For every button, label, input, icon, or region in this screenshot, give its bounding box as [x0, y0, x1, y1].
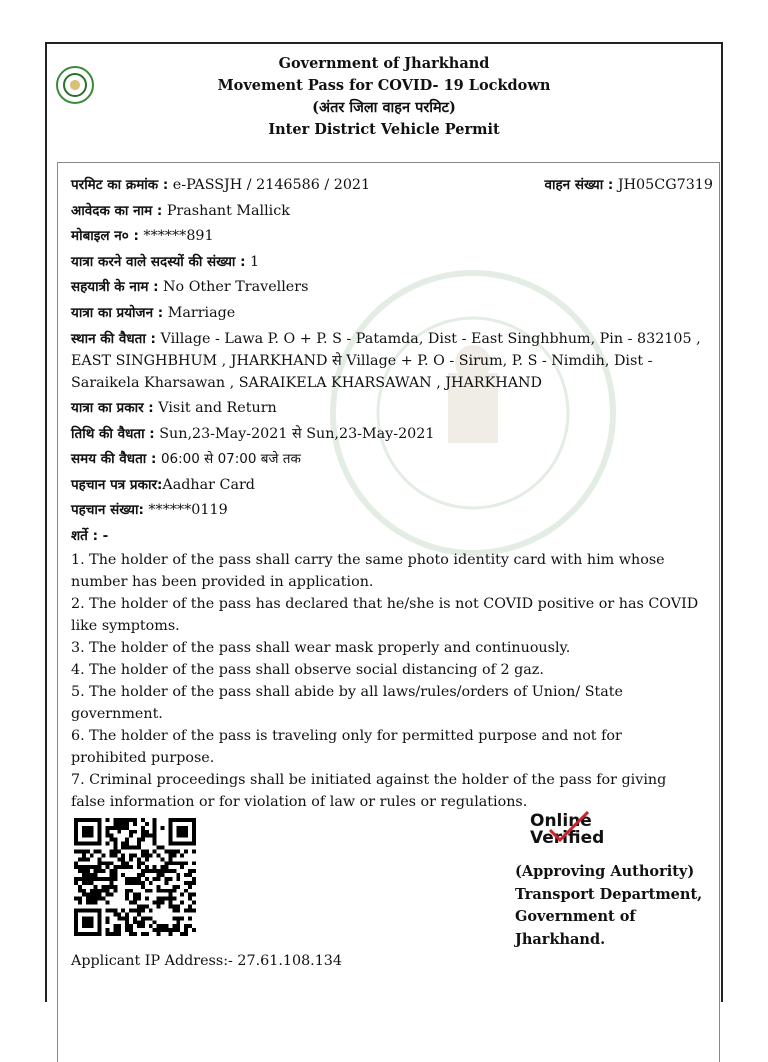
members-label: यात्रा करने वाले सदस्यों की संख्या :	[71, 253, 246, 270]
term-item: 3. The holder of the pass shall wear mask properly and continuously.	[71, 640, 571, 656]
id-type-row	[71, 473, 701, 499]
term-item: 2. The holder of the pass has declared that he/she is not COVID positive or has COVID like symptoms.	[71, 596, 699, 634]
purpose-value: Marriage	[167, 304, 236, 321]
term-item: 4. The holder of the pass shall observe social distancing of 2 gaz.	[71, 662, 544, 678]
co-travellers-row	[71, 275, 701, 301]
place-value: Village - Lawa P. O + P. S - Patamda, Dist - East Singhbhum, Pin - 832105 , EAST SINGHBHUM , JHARKHAND से Village + P. O - Sirum, P. S - Nimdih, Dist - Saraikela Kharsawan , SARAIKELA KHARSAWAN , JHARKHAND	[71, 331, 701, 391]
members-value: 1	[250, 253, 260, 270]
date-label: तिथि की वैधता :	[71, 425, 155, 442]
ip-label: Applicant IP Address:-	[71, 953, 233, 969]
vehicle-number-row	[545, 173, 714, 199]
verified-text: Verified	[530, 828, 605, 848]
id-number-row	[71, 498, 701, 524]
header-line-3: (अंतर जिला वाहन परमिट)	[312, 99, 456, 116]
date-value: Sun,23-May-2021 से Sun,23-May-2021	[159, 425, 435, 442]
applicant-ip-row	[71, 953, 342, 969]
co-travellers-value: No Other Travellers	[163, 279, 309, 295]
qr-code-icon	[73, 818, 197, 936]
date-validity-row	[71, 422, 701, 448]
term-item: 7. Criminal proceedings shall be initiated against the holder of the pass for giving false information or for violation of law or rules or regulations.	[71, 772, 667, 810]
place-label: स्थान की वैधता :	[71, 331, 156, 347]
red-check-mark-icon	[546, 810, 590, 842]
co-travellers-label: सहयात्री के नाम :	[71, 279, 159, 295]
time-validity-row	[71, 447, 701, 473]
vehicle-label: वाहन संख्या :	[544, 177, 614, 193]
applicant-label: आवेदक का नाम :	[71, 202, 163, 219]
vehicle-value: JH05CG7319	[617, 177, 713, 193]
terms-label: शर्ते : -	[71, 527, 109, 544]
id-number-label: पहचान संख्या:	[71, 502, 144, 518]
members-row	[71, 250, 701, 276]
applicant-value: Prashant Mallick	[166, 202, 290, 219]
place-validity-row	[71, 326, 701, 396]
authority-line-4: Jharkhand.	[515, 930, 606, 948]
purpose-row	[71, 301, 701, 327]
header-line-2: Movement Pass for COVID- 19 Lockdown	[217, 77, 551, 94]
id-type-value: Aadhar Card	[162, 476, 255, 493]
term-item: 5. The holder of the pass shall abide by all laws/rules/orders of Union/ State government.	[71, 684, 623, 722]
time-value: 06:00 से 07:00 बजे तक	[160, 451, 301, 467]
permit-content	[71, 173, 713, 813]
id-type-label: पहचान पत्र प्रकार:	[71, 476, 163, 493]
mobile-value: ******891	[143, 228, 214, 244]
id-number-value: ******0119	[148, 502, 228, 518]
travel-type-row	[71, 396, 701, 422]
travel-type-value: Visit and Return	[158, 400, 277, 416]
approving-authority	[515, 861, 702, 951]
travel-type-label: यात्रा का प्रकार :	[71, 400, 154, 416]
term-item: 6. The holder of the pass is traveling only for permitted purpose and not for prohibited purpose.	[71, 728, 622, 766]
header-line-4: Inter District Vehicle Permit	[268, 121, 500, 138]
purpose-label: यात्रा का प्रयोजन :	[71, 304, 164, 321]
permit-number-label: परमिट का क्रमांक :	[71, 177, 169, 193]
authority-line-3: Government of	[515, 908, 636, 925]
terms-list	[71, 549, 701, 813]
terms-heading	[71, 524, 701, 550]
header-line-1: Government of Jharkhand	[278, 55, 490, 72]
time-label: समय की वैधता :	[71, 451, 157, 467]
authority-line-2: Transport Department,	[515, 885, 703, 903]
mobile-row	[71, 224, 701, 250]
applicant-row	[71, 199, 701, 225]
permit-document	[45, 42, 723, 1002]
term-item: 1. The holder of the pass shall carry the same photo identity card with him whose number has been provided in application.	[71, 552, 665, 590]
ip-value: 27.61.108.134	[237, 953, 343, 969]
online-text: Online	[530, 811, 592, 831]
authority-line-1: (Approving Authority)	[515, 863, 695, 880]
permit-details-box	[57, 162, 720, 1062]
mobile-label: मोबाइल न० :	[71, 228, 139, 244]
permit-number-value: e-PASSJH / 2146586 / 2021	[172, 177, 371, 193]
jharkhand-emblem-icon	[56, 66, 94, 104]
document-header	[47, 44, 721, 141]
